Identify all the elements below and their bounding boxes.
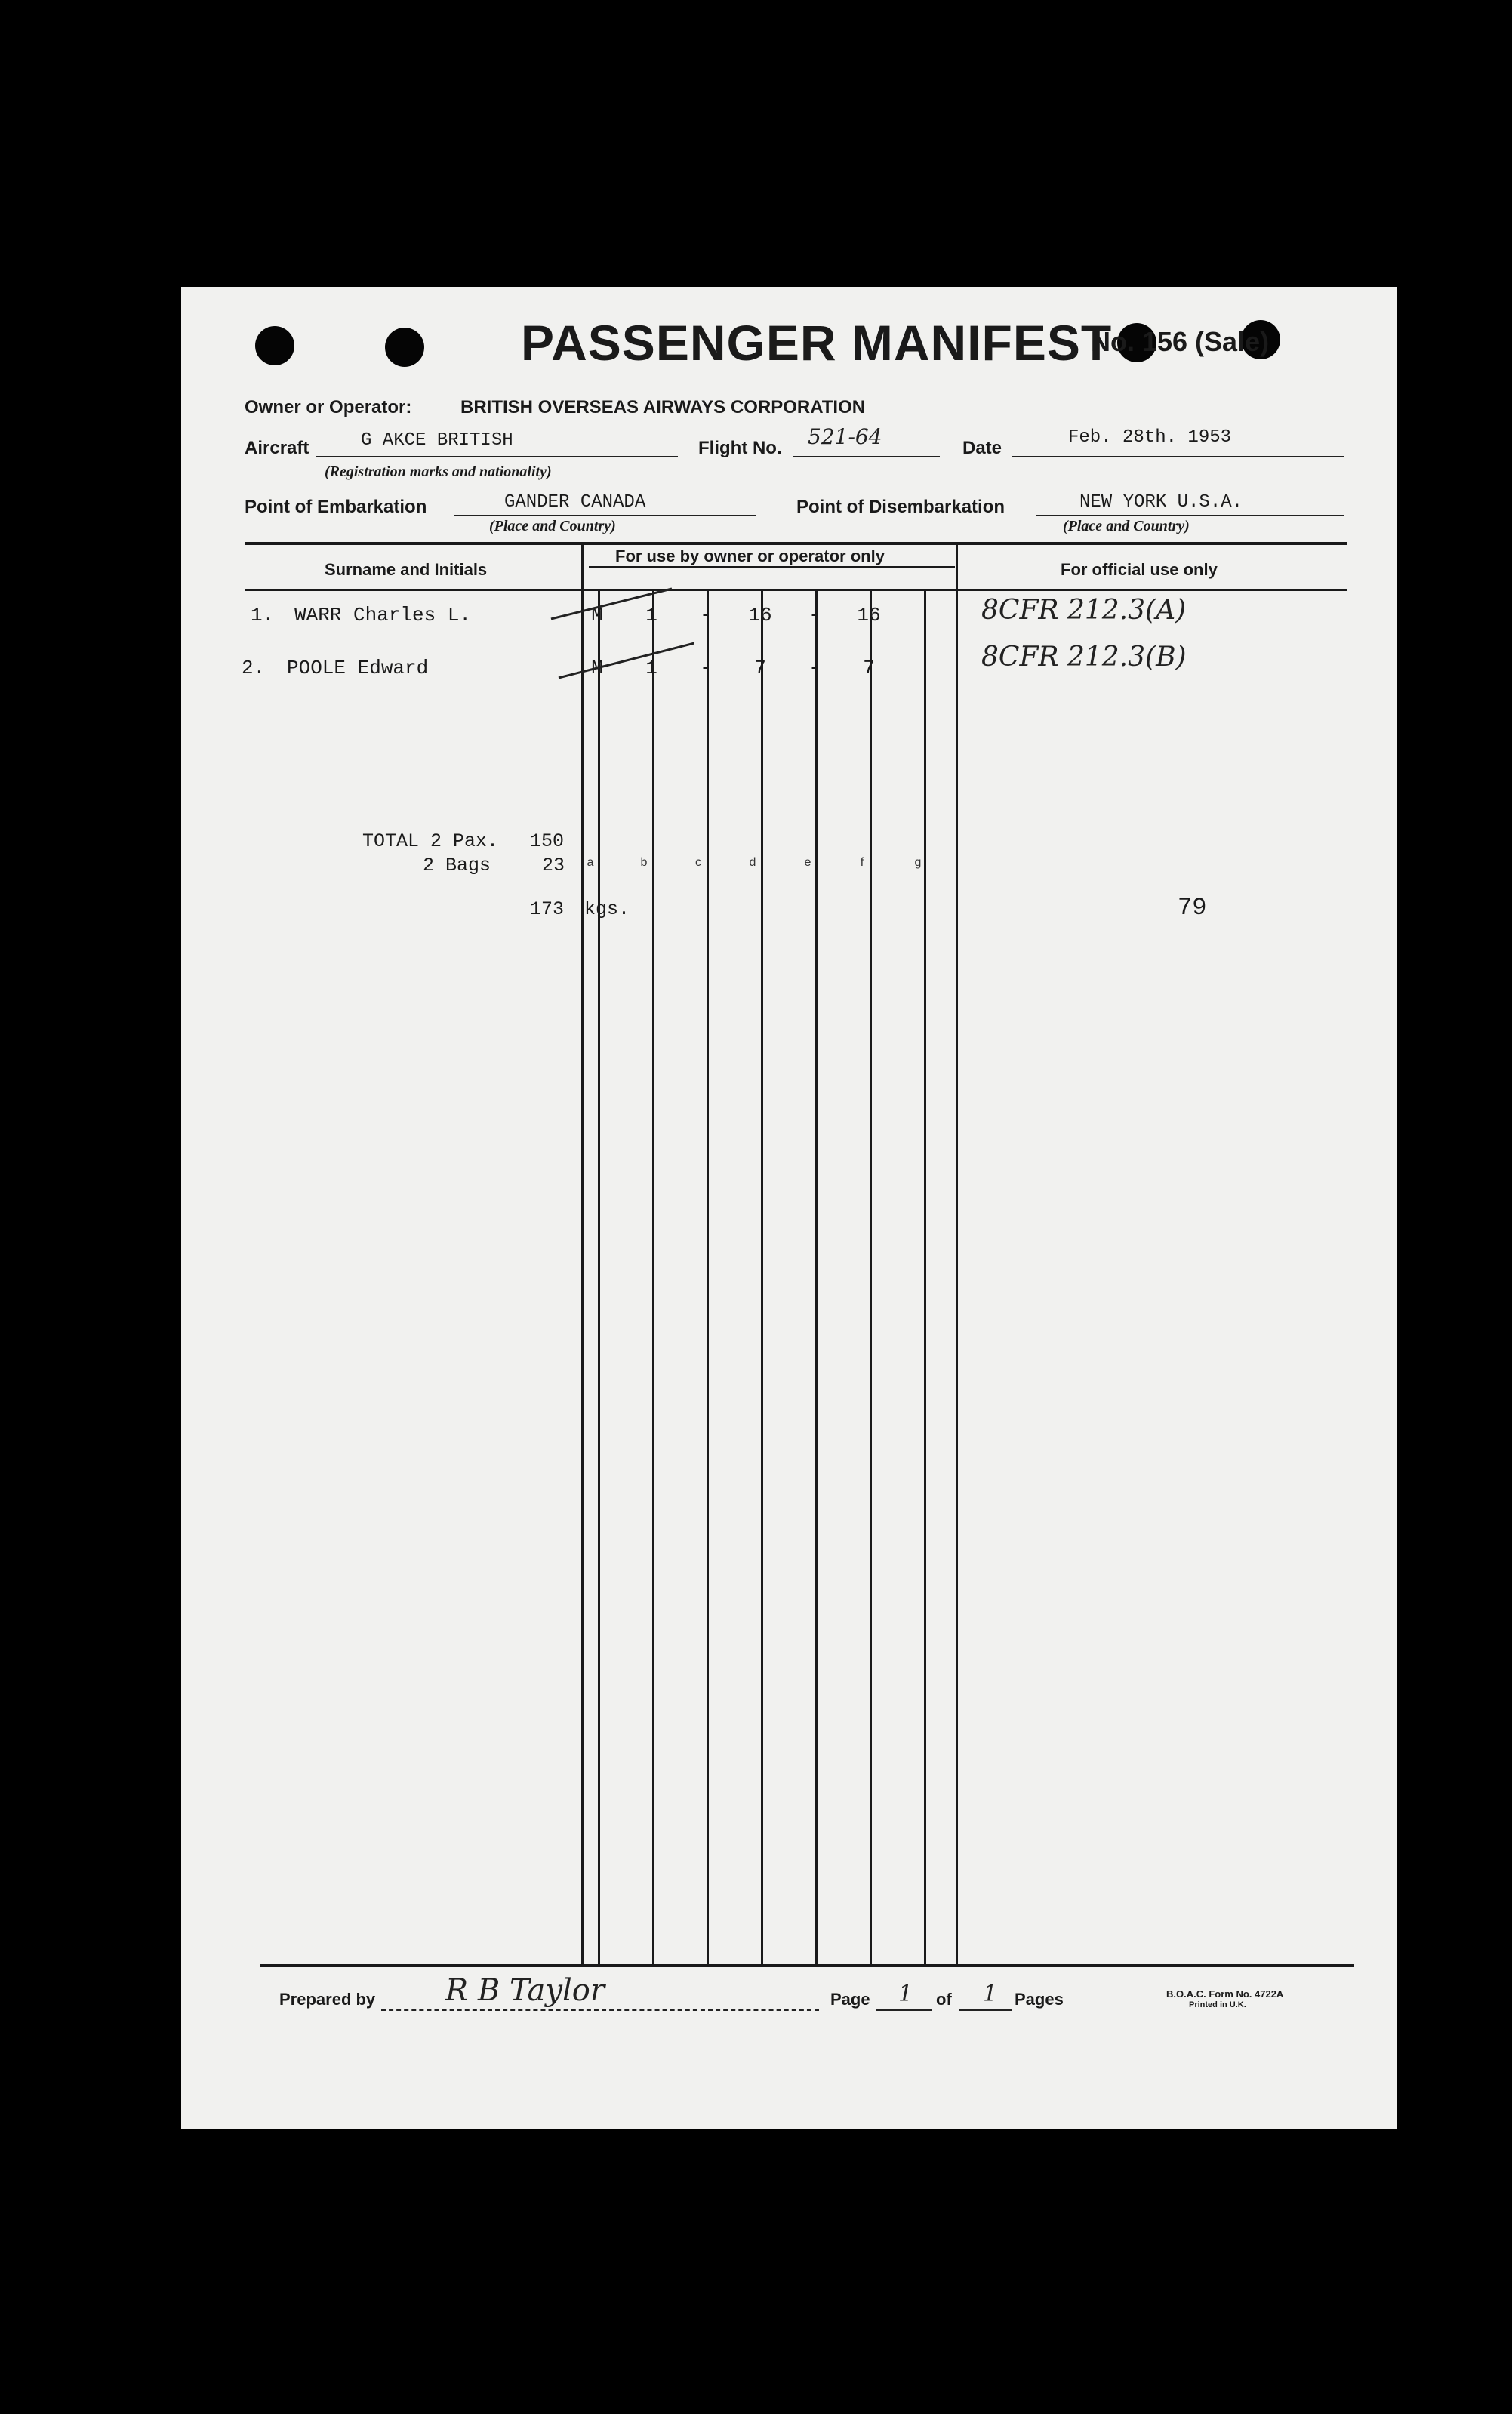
row-1-c: - [700,604,712,627]
row-1-num: 1. [251,604,275,627]
of-label: of [936,1990,952,2009]
prepared-underline [381,2009,819,2011]
row-1-official: 8CFR 212.3(A) [981,595,1187,626]
printed-in: Printed in U.K. [1189,2000,1246,2009]
col-f-header: f [860,856,864,869]
total-pax-value: 150 [530,830,565,852]
disembark-value: NEW YORK U.S.A. [1079,492,1243,513]
col-e-header: e [804,856,811,869]
flight-underline [793,456,940,457]
header-owner: For use by owner or operator only [615,547,885,565]
aircraft-caption: (Registration marks and nationality) [325,463,552,480]
manifest-paper [181,287,1397,2129]
col-d-header: d [749,856,756,869]
header-official: For official use only [1061,560,1218,579]
embark-value: GANDER CANADA [504,492,646,513]
row-2-num: 2. [242,657,266,679]
col-line-2 [652,590,654,1964]
col-line-3 [707,590,709,1964]
col-line-1 [598,590,600,1964]
prepared-label: Prepared by [279,1990,376,2009]
owner-label: Owner or Operator: [245,397,412,417]
col-line-5 [815,590,818,1964]
of-value: 1 [983,1981,998,2007]
col-line-6 [870,590,872,1964]
col-line-0 [581,543,584,1964]
table-top-rule [245,542,1347,545]
total-pax-label: TOTAL 2 Pax. [362,830,499,852]
header-name: Surname and Initials [325,560,488,579]
row-2-d: 7 [754,657,766,679]
row-2-b: 1 [645,657,657,679]
date-label: Date [962,438,1002,458]
row-1-e: - [808,604,821,627]
row-1-b: 1 [645,604,657,627]
subheader-rule [589,566,955,568]
table-header-rule [245,589,1347,591]
pages-label: Pages [1015,1990,1064,2009]
col-b-header: b [640,856,648,869]
date-value: Feb. 28th. 1953 [1068,427,1232,448]
page-label: Page [830,1990,870,2009]
owner-value: BRITISH OVERSEAS AIRWAYS CORPORATION [460,397,866,417]
row-1-d: 16 [748,604,772,627]
row-2-c: - [700,657,712,679]
col-a-header: a [587,856,594,869]
total-sum-value: 173 [530,898,565,920]
row-1-name: WARR Charles L. [294,604,472,627]
col-c-header: c [695,856,701,869]
page-underline [876,2009,932,2011]
total-bags-label: 2 Bags [423,854,491,876]
aircraft-label: Aircraft [245,438,309,458]
embark-caption: (Place and Country) [489,518,616,534]
table-bottom-rule [260,1964,1354,1967]
row-2-a: M [591,657,603,679]
col-line-4 [761,590,763,1964]
row-2-name: POOLE Edward [287,657,429,679]
row-2-e: - [808,657,821,679]
aircraft-value: G AKCE BRITISH [361,430,513,451]
page-value: 1 [898,1981,913,2007]
total-bags-value: 23 [542,854,565,876]
handwritten-tick-marks [544,581,694,687]
disembark-underline [1036,515,1344,516]
manifest-number: No. 156 (Sale) [1091,326,1270,357]
official-total: 79 [1178,894,1207,922]
row-1-a: M [591,604,603,627]
form-number: B.O.A.C. Form No. 4722A [1166,1988,1284,2000]
aircraft-underline [316,456,678,457]
signature: R B Taylor [445,1973,605,2008]
row-2-f: 7 [863,657,875,679]
punch-hole-2 [385,328,424,367]
row-2-official: 8CFR 212.3(B) [981,642,1187,673]
embark-label: Point of Embarkation [245,497,427,517]
flight-label: Flight No. [698,438,782,458]
form-title: PASSENGER MANIFEST [521,315,1113,371]
disembark-label: Point of Disembarkation [796,497,1005,517]
col-line-7 [924,590,926,1964]
date-underline [1012,456,1344,457]
punch-hole-1 [255,326,294,365]
total-sum-unit: kgs. [584,898,630,920]
col-g-header: g [914,856,922,869]
of-underline [959,2009,1012,2011]
disembark-caption: (Place and Country) [1063,518,1190,534]
flight-value: 521-64 [808,424,882,449]
embark-underline [454,515,756,516]
row-1-f: 16 [857,604,881,627]
col-line-8 [956,543,958,1964]
